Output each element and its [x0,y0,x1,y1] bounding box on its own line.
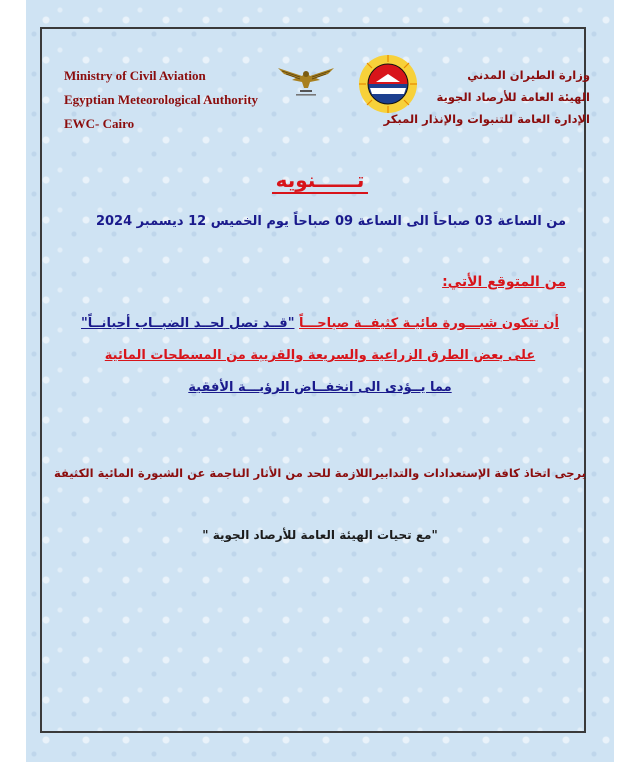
expected-heading: من المتوقع الأتي: [442,274,566,290]
forecast-line-2 [0,348,640,363]
forecast-fog-text: أن تتكون شبـــورة مائيـة كثيفــة صباحـــاً [299,316,559,331]
forecast-visibility-text: مما يــؤدى الى انخفــاض الرؤيـــة الأفقية [188,380,452,395]
center-name-en: EWC- Cairo [64,116,135,131]
notice-title-text: تــــــنويه [272,168,369,194]
forecast-roads-text: على بعض الطرق الزراعية والسريعة والقريبة من المسطحات المائية [104,348,536,363]
english-header [64,64,258,136]
advice-text: يرجى اتخاذ كافة الإستعدادات والتدابيراللازمة للحد من الأثار الناجمة عن الشبورة المائية الكثيفة [53,466,587,480]
meteorological-authority-emblem-icon [358,54,418,114]
authority-name-ar: الهيئة العامة للأرصاد الجوية [436,90,590,104]
ministry-name-en: Ministry of Civil Aviation [64,68,206,83]
forecast-fog-note: "قــد تصل لحــد الضبــاب أحيانــاً" [81,316,295,331]
forecast-line-3 [0,380,640,395]
notice-title [0,168,640,192]
forecast-period: من الساعة 03 صباحاً الى الساعة 09 صباحاً يوم الخميس 12 ديسمبر 2024 [95,214,566,229]
department-name-ar: الإدارة العامة للتنبوات والإنذار المبكر [383,112,590,126]
ministry-name-ar: وزارة الطيران المدني [467,68,590,82]
authority-name-en: Egyptian Meteorological Authority [64,92,259,107]
greeting-text: "مع تحيات الهيئة العامة للأرصاد الجوية " [202,528,438,542]
forecast-line-1 [0,316,640,331]
eagle-emblem-icon [276,62,336,102]
